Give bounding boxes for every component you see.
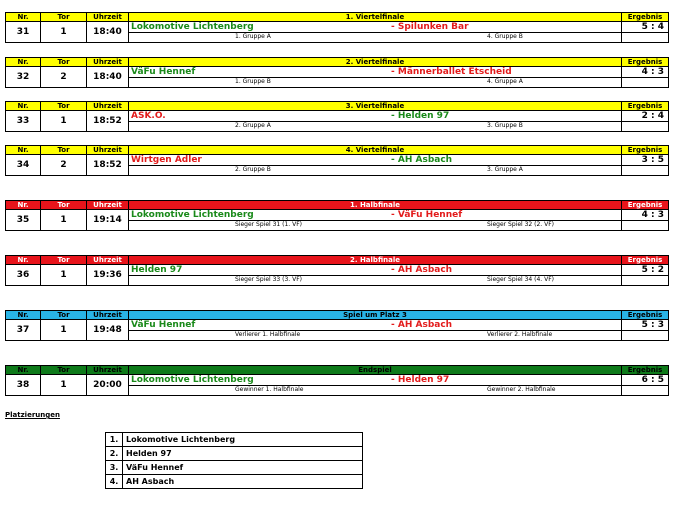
header-tor: Tor: [41, 311, 87, 320]
team-home: Lokomotive Lichtenberg: [131, 22, 254, 32]
match-number: 35: [6, 210, 41, 231]
match-table: [5, 145, 669, 176]
header-uhrzeit: Uhrzeit: [87, 146, 129, 155]
team-away: - Männerballet Etscheid: [391, 67, 512, 77]
match-table: [5, 101, 669, 132]
match-field: 2: [41, 155, 87, 176]
match-score: 5 : 2: [641, 265, 664, 275]
match-field: 1: [41, 210, 87, 231]
team-away-origin: 4. Gruppe B: [487, 33, 523, 40]
placement-rank: 2.: [106, 447, 123, 461]
team-away: - Helden 97: [391, 375, 450, 385]
header-ergebnis: Ergebnis: [622, 201, 669, 210]
match-table: [5, 255, 669, 286]
match-result-cell: [622, 67, 669, 88]
placement-rank: 4.: [106, 475, 123, 489]
match-table: [5, 365, 669, 396]
team-away-origin: 3. Gruppe A: [487, 166, 523, 173]
match-row: [6, 22, 669, 43]
team-home-origin: 1. Gruppe B: [235, 78, 271, 85]
header-tor: Tor: [41, 58, 87, 67]
placement-row: [106, 461, 363, 475]
placements-table: [105, 432, 363, 489]
team-home-origin: Gewinner 1. Halbfinale: [235, 386, 304, 393]
header-uhrzeit: Uhrzeit: [87, 13, 129, 22]
match-block: [5, 12, 668, 43]
match-teams-cell: [129, 111, 622, 132]
header-stage: 3. Viertelfinale: [129, 102, 622, 111]
match-time: 18:52: [87, 111, 129, 132]
match-time: 18:40: [87, 22, 129, 43]
match-field: 2: [41, 67, 87, 88]
match-field: 1: [41, 22, 87, 43]
team-home-origin: Sieger Spiel 31 (1. VF): [235, 221, 303, 228]
match-field: 1: [41, 320, 87, 341]
match-row: [6, 210, 669, 231]
match-table: [5, 310, 669, 341]
match-header-row: [6, 366, 669, 375]
placement-row: [106, 447, 363, 461]
match-score: 5 : 3: [641, 320, 664, 330]
divider: [622, 275, 668, 276]
team-home: VäFu Hennef: [131, 320, 196, 330]
match-score: 3 : 5: [641, 155, 664, 165]
team-home-origin: 2. Gruppe A: [235, 122, 271, 129]
team-away: - Spilunken Bar: [391, 22, 469, 32]
header-ergebnis: Ergebnis: [622, 146, 669, 155]
team-away: - VäFu Hennef: [391, 210, 463, 220]
divider: [129, 32, 621, 33]
team-home-origin: Sieger Spiel 33 (3. VF): [235, 276, 303, 283]
match-result-cell: [622, 111, 669, 132]
header-nr: Nr.: [6, 13, 41, 22]
header-ergebnis: Ergebnis: [622, 366, 669, 375]
match-number: 37: [6, 320, 41, 341]
header-uhrzeit: Uhrzeit: [87, 311, 129, 320]
match-row: [6, 320, 669, 341]
placement-row: [106, 475, 363, 489]
team-home: ASK.O.: [131, 111, 166, 121]
header-nr: Nr.: [6, 366, 41, 375]
divider: [129, 77, 621, 78]
header-stage: 2. Halbfinale: [129, 256, 622, 265]
team-away-origin: Sieger Spiel 32 (2. VF): [487, 221, 555, 228]
team-away: - AH Asbach: [391, 320, 453, 330]
match-block: [5, 145, 668, 176]
match-number: 33: [6, 111, 41, 132]
team-away: - Helden 97: [391, 111, 450, 121]
placement-row: [106, 433, 363, 447]
divider: [622, 32, 668, 33]
divider: [622, 385, 668, 386]
match-teams-cell: [129, 320, 622, 341]
match-number: 31: [6, 22, 41, 43]
header-nr: Nr.: [6, 311, 41, 320]
match-score: 6 : 5: [641, 375, 664, 385]
team-home-origin: 1. Gruppe A: [235, 33, 271, 40]
match-time: 18:52: [87, 155, 129, 176]
match-result-cell: [622, 320, 669, 341]
team-away-origin: Gewinner 2. Halbfinale: [487, 386, 556, 393]
match-result-cell: [622, 210, 669, 231]
match-block: [5, 255, 668, 286]
placements-title: Platzierungen: [5, 411, 60, 419]
header-ergebnis: Ergebnis: [622, 311, 669, 320]
match-teams-cell: [129, 22, 622, 43]
match-table: [5, 12, 669, 43]
header-stage: 4. Viertelfinale: [129, 146, 622, 155]
match-header-row: [6, 58, 669, 67]
divider: [622, 165, 668, 166]
team-away: - AH Asbach: [391, 155, 453, 165]
match-score: 4 : 3: [641, 210, 664, 220]
header-ergebnis: Ergebnis: [622, 13, 669, 22]
placement-rank: 3.: [106, 461, 123, 475]
match-teams-cell: [129, 265, 622, 286]
team-away-origin: 4. Gruppe A: [487, 78, 523, 85]
match-score: 2 : 4: [641, 111, 664, 121]
team-away-origin: Sieger Spiel 34 (4. VF): [487, 276, 555, 283]
header-tor: Tor: [41, 102, 87, 111]
match-teams-cell: [129, 155, 622, 176]
divider: [129, 165, 621, 166]
match-header-row: [6, 146, 669, 155]
header-stage: Endspiel: [129, 366, 622, 375]
header-uhrzeit: Uhrzeit: [87, 102, 129, 111]
divider: [129, 121, 621, 122]
match-number: 36: [6, 265, 41, 286]
placement-team: Lokomotive Lichtenberg: [123, 433, 363, 447]
match-header-row: [6, 13, 669, 22]
match-result-cell: [622, 265, 669, 286]
divider: [622, 330, 668, 331]
divider: [622, 220, 668, 221]
match-field: 1: [41, 111, 87, 132]
header-tor: Tor: [41, 256, 87, 265]
team-home-origin: 2. Gruppe B: [235, 166, 271, 173]
match-block: [5, 310, 668, 341]
match-result-cell: [622, 22, 669, 43]
match-score: 4 : 3: [641, 67, 664, 77]
match-teams-cell: [129, 375, 622, 396]
placement-team: VäFu Hennef: [123, 461, 363, 475]
header-ergebnis: Ergebnis: [622, 256, 669, 265]
match-time: 19:14: [87, 210, 129, 231]
placement-team: AH Asbach: [123, 475, 363, 489]
match-time: 18:40: [87, 67, 129, 88]
match-table: [5, 57, 669, 88]
header-nr: Nr.: [6, 256, 41, 265]
header-uhrzeit: Uhrzeit: [87, 366, 129, 375]
match-teams-cell: [129, 210, 622, 231]
match-teams-cell: [129, 67, 622, 88]
header-tor: Tor: [41, 366, 87, 375]
divider: [622, 77, 668, 78]
team-away-origin: 3. Gruppe B: [487, 122, 523, 129]
header-stage: 1. Halbfinale: [129, 201, 622, 210]
header-uhrzeit: Uhrzeit: [87, 58, 129, 67]
match-row: [6, 375, 669, 396]
header-nr: Nr.: [6, 102, 41, 111]
header-ergebnis: Ergebnis: [622, 58, 669, 67]
header-nr: Nr.: [6, 146, 41, 155]
header-tor: Tor: [41, 201, 87, 210]
match-result-cell: [622, 155, 669, 176]
match-number: 38: [6, 375, 41, 396]
match-header-row: [6, 201, 669, 210]
team-home: Wirtgen Adler: [131, 155, 202, 165]
team-home: Helden 97: [131, 265, 183, 275]
team-home: Lokomotive Lichtenberg: [131, 375, 254, 385]
match-row: [6, 265, 669, 286]
match-row: [6, 111, 669, 132]
header-stage: Spiel um Platz 3: [129, 311, 622, 320]
match-header-row: [6, 311, 669, 320]
team-home: Lokomotive Lichtenberg: [131, 210, 254, 220]
match-time: 19:36: [87, 265, 129, 286]
header-stage: 2. Viertelfinale: [129, 58, 622, 67]
header-nr: Nr.: [6, 201, 41, 210]
match-field: 1: [41, 265, 87, 286]
header-uhrzeit: Uhrzeit: [87, 201, 129, 210]
divider: [622, 121, 668, 122]
team-away: - AH Asbach: [391, 265, 453, 275]
header-stage: 1. Viertelfinale: [129, 13, 622, 22]
match-time: 20:00: [87, 375, 129, 396]
header-uhrzeit: Uhrzeit: [87, 256, 129, 265]
match-row: [6, 67, 669, 88]
match-header-row: [6, 102, 669, 111]
match-time: 19:48: [87, 320, 129, 341]
match-number: 34: [6, 155, 41, 176]
match-result-cell: [622, 375, 669, 396]
header-tor: Tor: [41, 13, 87, 22]
match-table: [5, 200, 669, 231]
match-block: [5, 365, 668, 396]
match-block: [5, 101, 668, 132]
match-header-row: [6, 256, 669, 265]
placement-rank: 1.: [106, 433, 123, 447]
placement-team: Helden 97: [123, 447, 363, 461]
header-nr: Nr.: [6, 58, 41, 67]
team-home-origin: Verlierer 1. Halbfinale: [235, 331, 301, 338]
match-block: [5, 57, 668, 88]
match-row: [6, 155, 669, 176]
header-ergebnis: Ergebnis: [622, 102, 669, 111]
match-field: 1: [41, 375, 87, 396]
match-number: 32: [6, 67, 41, 88]
match-score: 5 : 4: [641, 22, 664, 32]
team-home: VäFu Hennef: [131, 67, 196, 77]
header-tor: Tor: [41, 146, 87, 155]
team-away-origin: Verlierer 2. Halbfinale: [487, 331, 553, 338]
match-block: [5, 200, 668, 231]
